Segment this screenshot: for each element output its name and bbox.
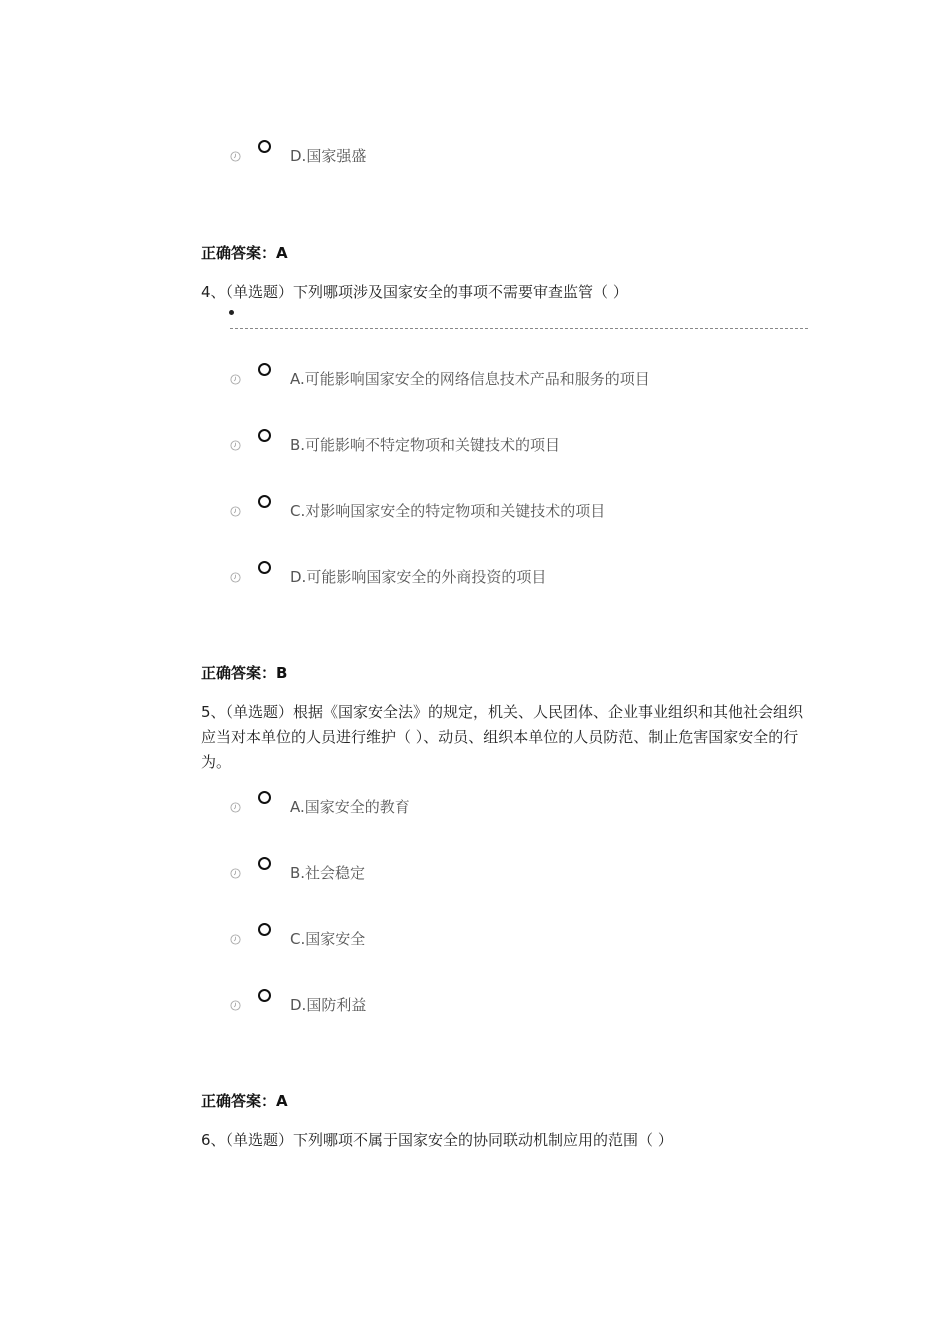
clock-icon [230, 440, 241, 451]
option-label: A.国家安全的教育 [290, 798, 410, 816]
clock-icon [230, 151, 241, 162]
option-label: B.社会稳定 [290, 864, 366, 882]
radio-button-icon[interactable] [258, 561, 271, 574]
clock-icon [230, 506, 241, 517]
option-label: D.可能影响国家安全的外商投资的项目 [290, 568, 547, 586]
radio-button-icon[interactable] [258, 140, 271, 153]
option-label: D.国防利益 [290, 996, 367, 1014]
q5-question-text: 5、（单选题）根据《国家安全法》的规定，机关、人民团体、企业事业组织和其他社会组织应当对本单位的人员进行维护（ ）、动员、组织本单位的人员防范、制止危害国家安全的行为。 [201, 703, 804, 771]
radio-button-icon[interactable] [258, 791, 271, 804]
clock-icon [230, 1000, 241, 1011]
radio-button-icon[interactable] [258, 495, 271, 508]
q3-correct-answer: 正确答案：A [201, 244, 288, 262]
option-label: A.可能影响国家安全的网络信息技术产品和服务的项目 [290, 370, 650, 388]
q4-question-text: 4、（单选题）下列哪项涉及国家安全的事项不需要审查监管（ ） [201, 283, 628, 301]
q6-question-text: 6、（单选题）下列哪项不属于国家安全的协同联动机制应用的范围（ ） [201, 1131, 673, 1149]
q4-correct-answer: 正确答案：B [201, 664, 288, 682]
q5-correct-answer: 正确答案：A [201, 1092, 288, 1110]
bullet-marker [229, 310, 234, 315]
option-label: D.国家强盛 [290, 147, 367, 165]
option-label: B.可能影响不特定物项和关键技术的项目 [290, 436, 561, 454]
radio-button-icon[interactable] [258, 857, 271, 870]
option-label: C.国家安全 [290, 930, 366, 948]
clock-icon [230, 374, 241, 385]
dashed-divider [230, 328, 808, 329]
clock-icon [230, 934, 241, 945]
radio-button-icon[interactable] [258, 923, 271, 936]
clock-icon [230, 572, 241, 583]
option-label: C.对影响国家安全的特定物项和关键技术的项目 [290, 502, 606, 520]
radio-button-icon[interactable] [258, 363, 271, 376]
clock-icon [230, 802, 241, 813]
radio-button-icon[interactable] [258, 989, 271, 1002]
clock-icon [230, 868, 241, 879]
radio-button-icon[interactable] [258, 429, 271, 442]
